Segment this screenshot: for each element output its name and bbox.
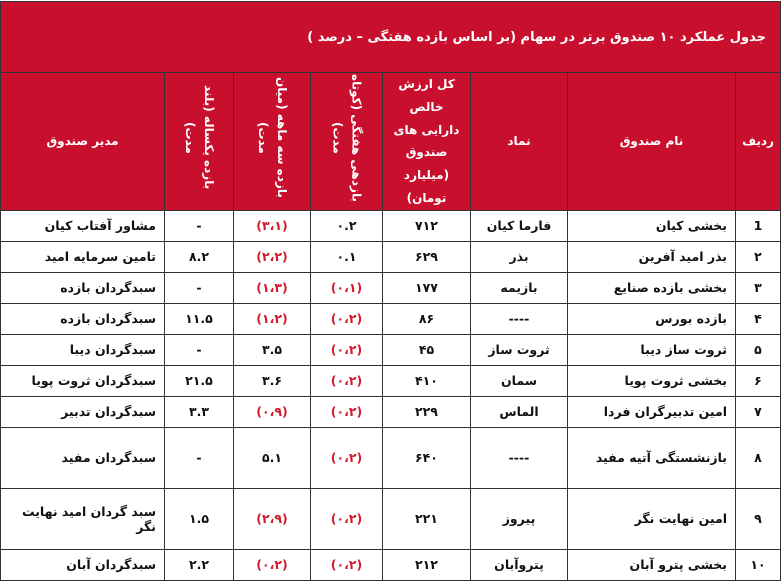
weekly-return-cell: ۰.۱ <box>311 241 383 272</box>
fund-name-cell: بازده بورس <box>568 303 736 334</box>
manager-cell: سبدگردان ثروت پویا <box>1 365 165 396</box>
header-three-month-return-label: بازده سه ماهه (میان مدت) <box>256 77 290 198</box>
fund-name-cell: بخشی ثروت پویا <box>568 365 736 396</box>
nav-cell: ۴۵ <box>383 334 471 365</box>
header-yearly-return <box>165 73 234 211</box>
yearly-return-cell: ۱.۵ <box>165 488 234 549</box>
table-row <box>1 427 781 488</box>
three-month-return-cell: (۰،۲) <box>234 549 311 580</box>
header-symbol: نماد <box>471 73 568 211</box>
fund-name-cell: بذر امید آفرین <box>568 241 736 272</box>
fund-name-cell: بخشی پترو آبان <box>568 549 736 580</box>
fund-performance-document <box>1 1 781 586</box>
nav-cell: ۲۲۱ <box>383 488 471 549</box>
nav-cell: ۶۴۰ <box>383 427 471 488</box>
header-nav: کل ارزش خالص دارایی های صندوق (میلیارد تومان) <box>383 73 471 211</box>
manager-cell: سبدگردان مفید <box>1 427 165 488</box>
nav-cell: ۱۷۷ <box>383 272 471 303</box>
fund-name-cell: بخشی کیان <box>568 210 736 241</box>
fund-name-cell: ثروت ساز دیبا <box>568 334 736 365</box>
symbol-cell: بذر <box>471 241 568 272</box>
yearly-return-cell: ۱۱.۵ <box>165 303 234 334</box>
fund-performance-table <box>0 1 781 581</box>
three-month-return-cell: (۰،۹) <box>234 396 311 427</box>
row-index-cell: ۱۰ <box>736 549 781 580</box>
nav-cell: ۶۲۹ <box>383 241 471 272</box>
table-row <box>1 396 781 427</box>
header-three-month-return <box>234 73 311 211</box>
weekly-return-cell: (۰،۲) <box>311 303 383 334</box>
three-month-return-cell: ۳.۵ <box>234 334 311 365</box>
yearly-return-cell: - <box>165 272 234 303</box>
fund-name-cell: بازنشستگی آتیه مفید <box>568 427 736 488</box>
fund-name-cell: امین تدبیرگران فردا <box>568 396 736 427</box>
header-row-index: ردیف <box>736 73 781 211</box>
yearly-return-cell: ۳.۳ <box>165 396 234 427</box>
header-weekly-return <box>311 73 383 211</box>
manager-cell: سبدگردان دیبا <box>1 334 165 365</box>
table-title: جدول عملکرد ۱۰ صندوق برتر در سهام (بر اساس بازده هفتگی – درصد ) <box>1 2 781 73</box>
weekly-return-cell: (۰،۲) <box>311 549 383 580</box>
table-row <box>1 241 781 272</box>
weekly-return-cell: ۰.۲ <box>311 210 383 241</box>
fund-name-cell: امین نهایت نگر <box>568 488 736 549</box>
title-row <box>1 2 781 73</box>
row-index-cell: ۷ <box>736 396 781 427</box>
symbol-cell: ثروت ساز <box>471 334 568 365</box>
nav-cell: ۷۱۲ <box>383 210 471 241</box>
row-index-cell: ۶ <box>736 365 781 396</box>
weekly-return-cell: (۰،۲) <box>311 427 383 488</box>
manager-cell: تامین سرمایه امید <box>1 241 165 272</box>
nav-cell: ۲۱۲ <box>383 549 471 580</box>
header-fund-name: نام صندوق <box>568 73 736 211</box>
symbol-cell: پتروآبان <box>471 549 568 580</box>
three-month-return-cell: (۲،۲) <box>234 241 311 272</box>
row-index-cell: ۳ <box>736 272 781 303</box>
symbol-cell: بازیمه <box>471 272 568 303</box>
table-row <box>1 303 781 334</box>
yearly-return-cell: ۲.۲ <box>165 549 234 580</box>
weekly-return-cell: (۰،۲) <box>311 365 383 396</box>
symbol-cell: ---- <box>471 427 568 488</box>
row-index-cell: ۹ <box>736 488 781 549</box>
row-index-cell: ۵ <box>736 334 781 365</box>
weekly-return-cell: (۰،۲) <box>311 488 383 549</box>
manager-cell: سبدگردان بازده <box>1 272 165 303</box>
weekly-return-cell: (۰،۲) <box>311 396 383 427</box>
symbol-cell: الماس <box>471 396 568 427</box>
header-weekly-return-label: بازدهی هفتگی (کوتاه مدت) <box>330 73 364 202</box>
table-body <box>1 210 781 580</box>
three-month-return-cell: ۳.۶ <box>234 365 311 396</box>
table-row <box>1 272 781 303</box>
yearly-return-cell: - <box>165 334 234 365</box>
manager-cell: سبدگردان بازده <box>1 303 165 334</box>
weekly-return-cell: (۰،۱) <box>311 272 383 303</box>
weekly-return-cell: (۰،۲) <box>311 334 383 365</box>
header-row <box>1 73 781 211</box>
header-manager: مدیر صندوق <box>1 73 165 211</box>
nav-cell: ۲۲۹ <box>383 396 471 427</box>
nav-cell: ۴۱۰ <box>383 365 471 396</box>
fund-name-cell: بخشی بازده صنایع <box>568 272 736 303</box>
table-row <box>1 210 781 241</box>
manager-cell: سبدگردان تدبیر <box>1 396 165 427</box>
table-row <box>1 488 781 549</box>
symbol-cell: ---- <box>471 303 568 334</box>
manager-cell: سبد گردان امید نهایت نگر <box>1 488 165 549</box>
symbol-cell: پیروز <box>471 488 568 549</box>
yearly-return-cell: - <box>165 427 234 488</box>
symbol-cell: فارما کیان <box>471 210 568 241</box>
table-row <box>1 365 781 396</box>
three-month-return-cell: (۱،۳) <box>234 272 311 303</box>
table-row <box>1 549 781 580</box>
row-index-cell: ۸ <box>736 427 781 488</box>
nav-cell: ۸۶ <box>383 303 471 334</box>
table-row <box>1 334 781 365</box>
three-month-return-cell: (۱،۲) <box>234 303 311 334</box>
three-month-return-cell: (۲،۹) <box>234 488 311 549</box>
header-yearly-return-label: بازده یکساله (بلند مدت) <box>183 85 217 190</box>
manager-cell: مشاور آفتاب کیان <box>1 210 165 241</box>
row-index-cell: ۴ <box>736 303 781 334</box>
row-index-cell: ۲ <box>736 241 781 272</box>
row-index-cell: 1 <box>736 210 781 241</box>
yearly-return-cell: ۲۱.۵ <box>165 365 234 396</box>
manager-cell: سبدگردان آبان <box>1 549 165 580</box>
three-month-return-cell: ۵.۱ <box>234 427 311 488</box>
three-month-return-cell: (۳،۱) <box>234 210 311 241</box>
yearly-return-cell: - <box>165 210 234 241</box>
yearly-return-cell: ۸.۲ <box>165 241 234 272</box>
symbol-cell: سمان <box>471 365 568 396</box>
